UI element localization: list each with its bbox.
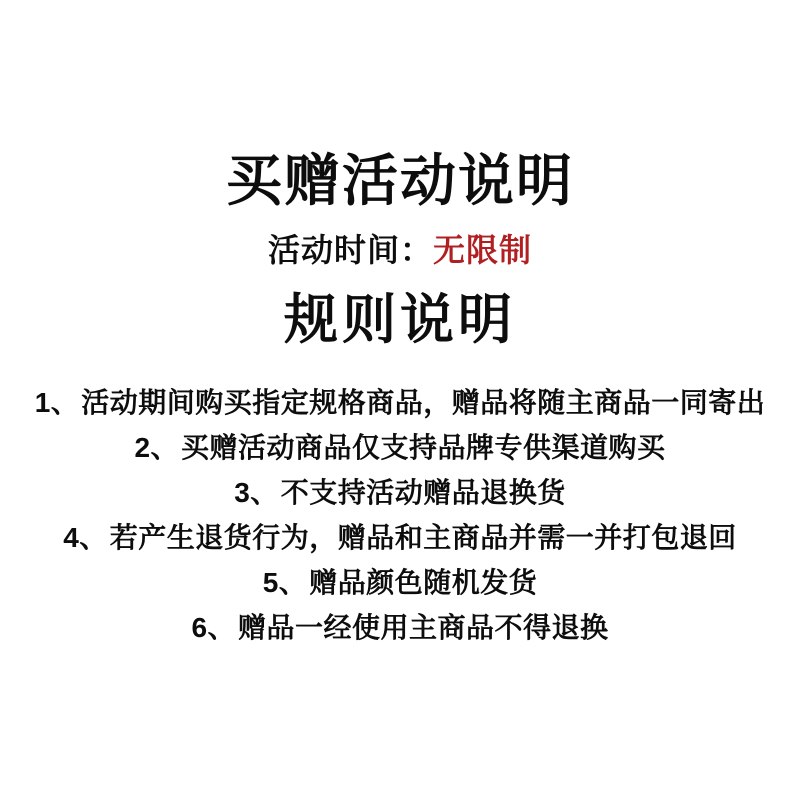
rule-text: 不支持活动赠品退换货 (280, 477, 566, 508)
rules-list (0, 380, 800, 650)
rule-item-1 (0, 380, 800, 425)
rule-text: 赠品颜色随机发货 (309, 567, 538, 598)
activity-time-value: 无限制 (433, 232, 533, 268)
activity-time-line (0, 230, 800, 270)
rule-text: 买赠活动商品仅支持品牌专供渠道购买 (181, 432, 666, 463)
rule-text: 赠品一经使用主商品不得退换 (238, 612, 609, 643)
rule-item-3 (0, 470, 800, 515)
rule-number: 4、 (63, 522, 108, 553)
rule-item-6 (0, 605, 800, 650)
rules-title: 规则说明 (284, 290, 516, 350)
page-title: 买赠活动说明 (226, 149, 574, 212)
rule-number: 2、 (134, 432, 180, 463)
activity-time-label: 活动时间： (267, 232, 433, 268)
rule-number: 3、 (234, 477, 279, 508)
rule-text: 活动期间购买指定规格商品，赠品将随主商品一同寄出 (81, 387, 766, 418)
rule-item-4 (0, 515, 800, 560)
rule-number: 1、 (34, 387, 80, 418)
rule-number: 5、 (262, 567, 308, 598)
rule-item-5 (0, 560, 800, 605)
rule-text: 若产生退货行为，赠品和主商品并需一并打包退回 (109, 522, 737, 553)
rule-item-2 (0, 425, 800, 470)
rule-number: 6、 (191, 612, 237, 643)
